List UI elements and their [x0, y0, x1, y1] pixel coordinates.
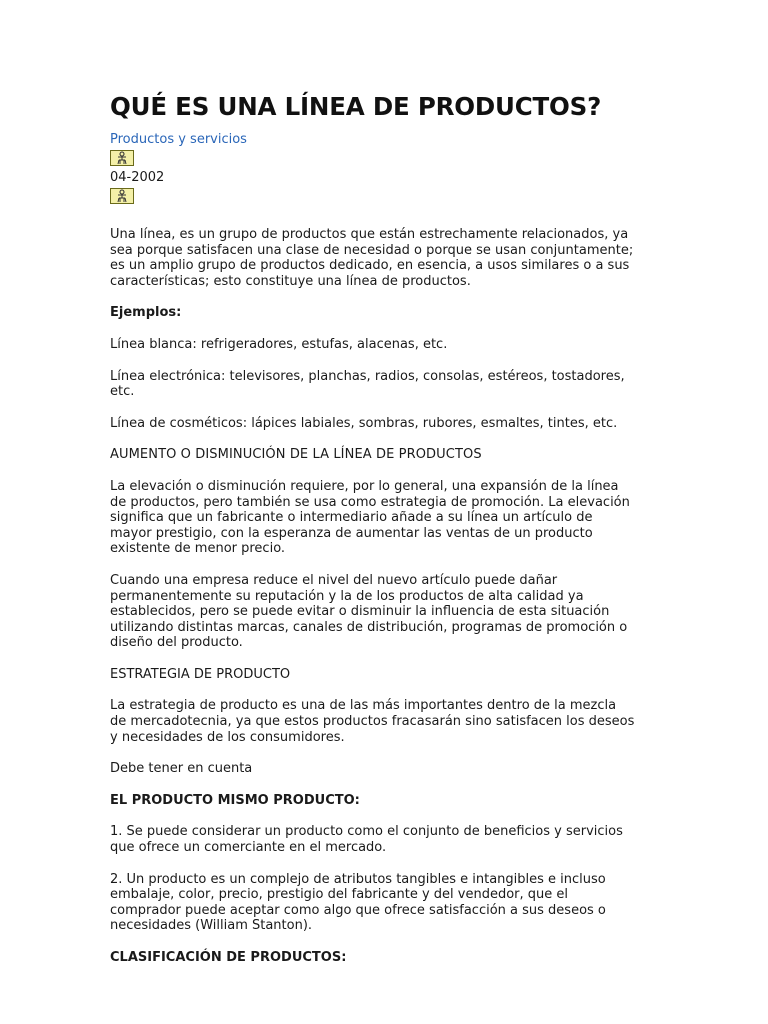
- text-line: La estrategia de producto es una de las más importantes dentro de la mezcla: [110, 698, 617, 714]
- text-line: permanentemente su reputación y la de los productos de alta calidad ya: [110, 588, 584, 604]
- section-heading-aumento: [110, 447, 670, 463]
- text-line: etc.: [110, 384, 135, 400]
- text-line: diseño del producto.: [110, 635, 243, 651]
- example-linea-cosmeticos: Línea de cosméticos: lápices labiales, sombras, rubores, esmaltes, tintes, etc.: [110, 415, 618, 431]
- text-line: establecidos, pero se puede evitar o disminuir la influencia de esta situación: [110, 604, 610, 620]
- text-line: 2. Un producto es un complejo de atributos tangibles e intangibles e incluso: [110, 871, 606, 887]
- example-linea-electronica: [110, 369, 670, 400]
- text-line: necesidades (William Stanton).: [110, 918, 313, 934]
- text-line: La elevación o disminución requiere, por lo general, una expansión de la línea: [110, 478, 619, 494]
- text-line: Línea electrónica: televisores, planchas, radios, consolas, estéreos, tostadores,: [110, 368, 625, 384]
- user-badge-icon: [110, 150, 134, 166]
- text-line: Una línea, es un grupo de productos que están estrechamente relacionados, ya: [110, 227, 629, 242]
- aumento-paragraph: [110, 479, 670, 557]
- intro-paragraph: [110, 227, 670, 289]
- text-line: de mercadotecnia, ya que estos productos fracasarán sino satisfacen los deseos: [110, 714, 635, 730]
- publish-date: 04-2002: [110, 170, 165, 185]
- text-line: de productos, pero también se usa como estrategia de promoción. La elevación: [110, 494, 630, 510]
- text-line: utilizando distintas marcas, canales de distribución, programas de promoción o: [110, 619, 628, 635]
- user-badge-icon: [110, 188, 134, 204]
- heading-text: AUMENTO O DISMINUCIÓN DE LA LÍNEA DE PRODUCTOS: [110, 447, 482, 463]
- text-line: es un amplio grupo de productos dedicado, en esencia, a usos similares o a sus: [110, 258, 630, 274]
- text-line: que ofrece un comerciante en el mercado.: [110, 840, 387, 856]
- section-heading-clasificacion: CLASIFICACIÓN DE PRODUCTOS:: [110, 950, 347, 965]
- text-line: y necesidades de los consumidores.: [110, 729, 345, 745]
- example-linea-blanca: Línea blanca: refrigeradores, estufas, alacenas, etc.: [110, 336, 448, 352]
- text-line: sea porque satisfacen una clase de necesidad o porque se usan conjuntamente;: [110, 242, 634, 258]
- debe-tener-text: Debe tener en cuenta: [110, 761, 253, 777]
- text-line: significa que un fabricante o intermediario añade a su línea un artículo de: [110, 510, 593, 526]
- category-link[interactable]: Productos y servicios: [110, 132, 247, 147]
- text-line: mayor prestigio, con la esperanza de aumentar las ventas de un producto: [110, 525, 593, 541]
- text-line: comprador puede aceptar como algo que ofrece satisfacción a sus deseos o: [110, 902, 606, 918]
- section-heading-estrategia: ESTRATEGIA DE PRODUCTO: [110, 666, 291, 682]
- text-line: 1. Se puede considerar un producto como el conjunto de beneficios y servicios: [110, 824, 623, 840]
- list-item-2: [110, 872, 670, 934]
- text-line: embalaje, color, precio, prestigio del fabricante y del vendedor, que el: [110, 887, 569, 903]
- ejemplos-heading: Ejemplos:: [110, 305, 182, 321]
- text-line: características; esto constituye una línea de productos.: [110, 273, 471, 289]
- reduce-paragraph: [110, 573, 670, 651]
- estrategia-paragraph: [110, 698, 670, 745]
- article: [110, 92, 670, 966]
- page-title: QUÉ ES UNA LÍNEA DE PRODUCTOS?: [110, 92, 602, 121]
- section-heading-producto: EL PRODUCTO MISMO PRODUCTO:: [110, 792, 360, 808]
- text-line: existente de menor precio.: [110, 541, 286, 557]
- list-item-1: [110, 824, 670, 855]
- text-line: Cuando una empresa reduce el nivel del nuevo artículo puede dañar: [110, 572, 558, 588]
